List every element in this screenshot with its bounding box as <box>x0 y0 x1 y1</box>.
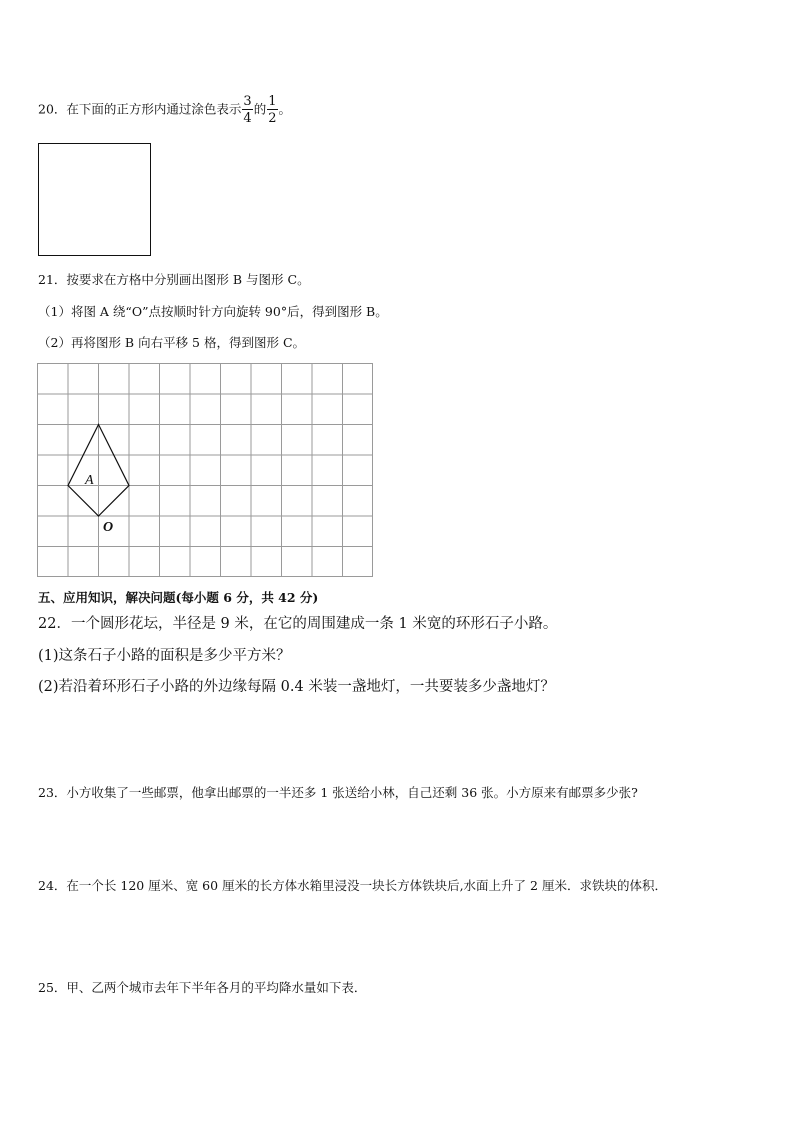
q22-title: 22．一个圆形花坛，半径是 9 米，在它的周围建成一条 1 米宽的环形石子小路。 <box>38 616 558 632</box>
q22-part2: (2)若沿着环形石子小路的外边缘每隔 0.4 米装一盏地灯，一共要装多少盏地灯？ <box>38 679 555 695</box>
fraction-one-half <box>267 95 277 125</box>
fraction-denominator: 2 <box>268 111 277 126</box>
fraction-numerator: 1 <box>268 94 277 109</box>
section-5-title: 五、应用知识，解决问题(每小题 6 分，共 42 分) <box>38 590 319 605</box>
q20-prefix: 20．在下面的正方形内通过涂色表示 <box>38 101 242 117</box>
q25-text: 25．甲、乙两个城市去年下半年各月的平均降水量如下表． <box>38 980 367 995</box>
q22-part1: (1)这条石子小路的面积是多少平方米？ <box>38 648 291 664</box>
label-a: A <box>85 473 94 488</box>
question-20 <box>38 95 291 125</box>
q24-text: 24．在一个长 120 厘米、宽 60 厘米的长方体水箱里浸没一块长方体铁块后,水面上升了 2 厘米．求铁块的体积． <box>38 878 667 893</box>
q20-mid: 的 <box>253 101 267 117</box>
q21-part1: （1）将图 A 绕“O”点按顺时针方向旋转 90°后，得到图形 B。 <box>38 304 388 319</box>
q20-suffix: 。 <box>278 101 292 117</box>
q21-title: 21．按要求在方格中分别画出图形 B 与图形 C。 <box>38 272 310 287</box>
grid-lines <box>37 363 373 577</box>
fraction-three-quarters <box>242 95 252 125</box>
square-grid[interactable] <box>37 363 373 577</box>
fraction-numerator: 3 <box>243 94 252 109</box>
q23-text: 23．小方收集了一些邮票，他拿出邮票的一半还多 1 张送给小林，自己还剩 36 张。小方原来有邮票多少张? <box>38 785 638 800</box>
fraction-denominator: 4 <box>243 111 252 126</box>
q21-part2: （2）再将图形 B 向右平移 5 格，得到图形 C。 <box>38 335 306 350</box>
shading-square[interactable] <box>38 143 151 256</box>
label-o: O <box>103 520 114 535</box>
